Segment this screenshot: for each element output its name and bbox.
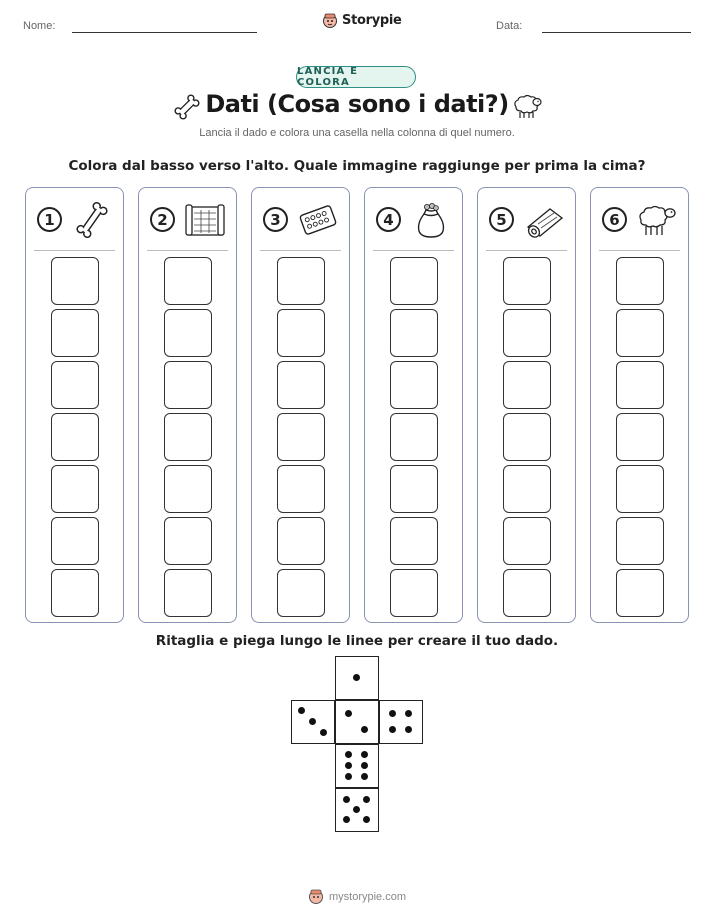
cut-instruction: Ritaglia e piega lungo le linee per creare il tuo dado.: [155, 633, 559, 649]
column-divider: [147, 250, 228, 251]
color-cell[interactable]: [277, 517, 325, 565]
die-pip: [363, 816, 370, 823]
color-cell[interactable]: [616, 517, 664, 565]
color-cell[interactable]: [277, 361, 325, 409]
die-face-5: [335, 788, 379, 832]
die-pip: [345, 773, 352, 780]
sheep-icon: [510, 93, 544, 121]
color-cell[interactable]: [164, 361, 212, 409]
color-cell[interactable]: [164, 465, 212, 513]
column-number: 5: [489, 207, 514, 232]
color-cell[interactable]: [164, 413, 212, 461]
color-cell[interactable]: [503, 413, 551, 461]
subtitle: Lancia il dado e colora una casella nella colonna di quel numero.: [199, 127, 515, 139]
column-number: 3: [263, 207, 288, 232]
page-title: Dati (Cosa sono i dati?): [205, 90, 509, 118]
color-cell[interactable]: [277, 257, 325, 305]
bar-columns: [25, 187, 689, 623]
pie-mascot-icon: [308, 888, 324, 905]
die-pip: [389, 726, 396, 733]
name-label: Nome:: [23, 20, 56, 32]
brand-name: Storypie: [342, 13, 402, 28]
column-divider: [373, 250, 454, 251]
die-pip: [345, 762, 352, 769]
color-cell[interactable]: [51, 569, 99, 617]
color-cell[interactable]: [51, 517, 99, 565]
die-pip: [361, 726, 368, 733]
color-cell[interactable]: [277, 465, 325, 513]
footer: [308, 888, 406, 905]
color-cell[interactable]: [51, 465, 99, 513]
color-cell[interactable]: [503, 309, 551, 357]
die-face-4: [379, 700, 423, 744]
color-cell[interactable]: [503, 361, 551, 409]
color-cell[interactable]: [390, 257, 438, 305]
color-cell[interactable]: [390, 517, 438, 565]
die-pip: [309, 718, 316, 725]
die-pip: [353, 674, 360, 681]
storypie-logo: [322, 12, 402, 29]
sheep-icon: [635, 201, 679, 239]
color-cell[interactable]: [390, 413, 438, 461]
column-3: [251, 187, 350, 623]
die-face-3: [291, 700, 335, 744]
column-number: 1: [37, 207, 62, 232]
column-divider: [599, 250, 680, 251]
column-divider: [486, 250, 567, 251]
data-table-scroll-icon: [183, 201, 227, 239]
color-cell[interactable]: [51, 361, 99, 409]
name-line[interactable]: [72, 32, 257, 33]
column-number: 4: [376, 207, 401, 232]
column-number: 2: [150, 207, 175, 232]
column-divider: [34, 250, 115, 251]
die-face-6: [335, 744, 379, 788]
color-cell[interactable]: [390, 465, 438, 513]
color-cell[interactable]: [503, 465, 551, 513]
color-cell[interactable]: [616, 309, 664, 357]
column-2: [138, 187, 237, 623]
color-cell[interactable]: [390, 309, 438, 357]
money-bag-icon: [409, 201, 453, 239]
date-line[interactable]: [542, 32, 691, 33]
color-cell[interactable]: [51, 309, 99, 357]
die-pip: [361, 762, 368, 769]
color-cell[interactable]: [164, 309, 212, 357]
color-cell[interactable]: [503, 569, 551, 617]
color-cell[interactable]: [616, 361, 664, 409]
color-cell[interactable]: [616, 569, 664, 617]
die-pip: [345, 710, 352, 717]
pie-mascot-icon: [322, 12, 338, 29]
color-cell[interactable]: [164, 257, 212, 305]
color-cell[interactable]: [51, 257, 99, 305]
die-pip: [345, 751, 352, 758]
keypad-tablet-icon: [296, 201, 340, 239]
color-cell[interactable]: [503, 257, 551, 305]
die-pip: [361, 773, 368, 780]
color-cell[interactable]: [164, 517, 212, 565]
coloring-instruction: Colora dal basso verso l'alto. Quale immagine raggiunge per prima la cima?: [68, 158, 646, 174]
column-6: [590, 187, 689, 623]
date-label: Data:: [496, 20, 523, 32]
die-face-1: [335, 656, 379, 700]
activity-badge: LANCIA E COLORA: [296, 66, 416, 88]
column-divider: [260, 250, 341, 251]
die-pip: [353, 806, 360, 813]
color-cell[interactable]: [51, 413, 99, 461]
color-cell[interactable]: [616, 257, 664, 305]
die-pip: [363, 796, 370, 803]
die-pip: [298, 707, 305, 714]
color-cell[interactable]: [164, 569, 212, 617]
footer-url: mystorypie.com: [329, 890, 407, 903]
color-cell[interactable]: [277, 309, 325, 357]
die-pip: [405, 710, 412, 717]
die-pip: [343, 816, 350, 823]
die-pip: [320, 729, 327, 736]
column-4: [364, 187, 463, 623]
color-cell[interactable]: [503, 517, 551, 565]
column-number: 6: [602, 207, 627, 232]
die-pip: [361, 751, 368, 758]
column-1: [25, 187, 124, 623]
column-5: [477, 187, 576, 623]
die-pip: [405, 726, 412, 733]
die-pip: [343, 796, 350, 803]
color-cell[interactable]: [390, 569, 438, 617]
die-face-2: [335, 700, 379, 744]
bone-icon: [70, 201, 114, 239]
color-cell[interactable]: [616, 413, 664, 461]
color-cell[interactable]: [277, 569, 325, 617]
color-cell[interactable]: [277, 413, 325, 461]
die-pip: [389, 710, 396, 717]
color-cell[interactable]: [616, 465, 664, 513]
rolled-paper-icon: [522, 201, 566, 239]
color-cell[interactable]: [390, 361, 438, 409]
